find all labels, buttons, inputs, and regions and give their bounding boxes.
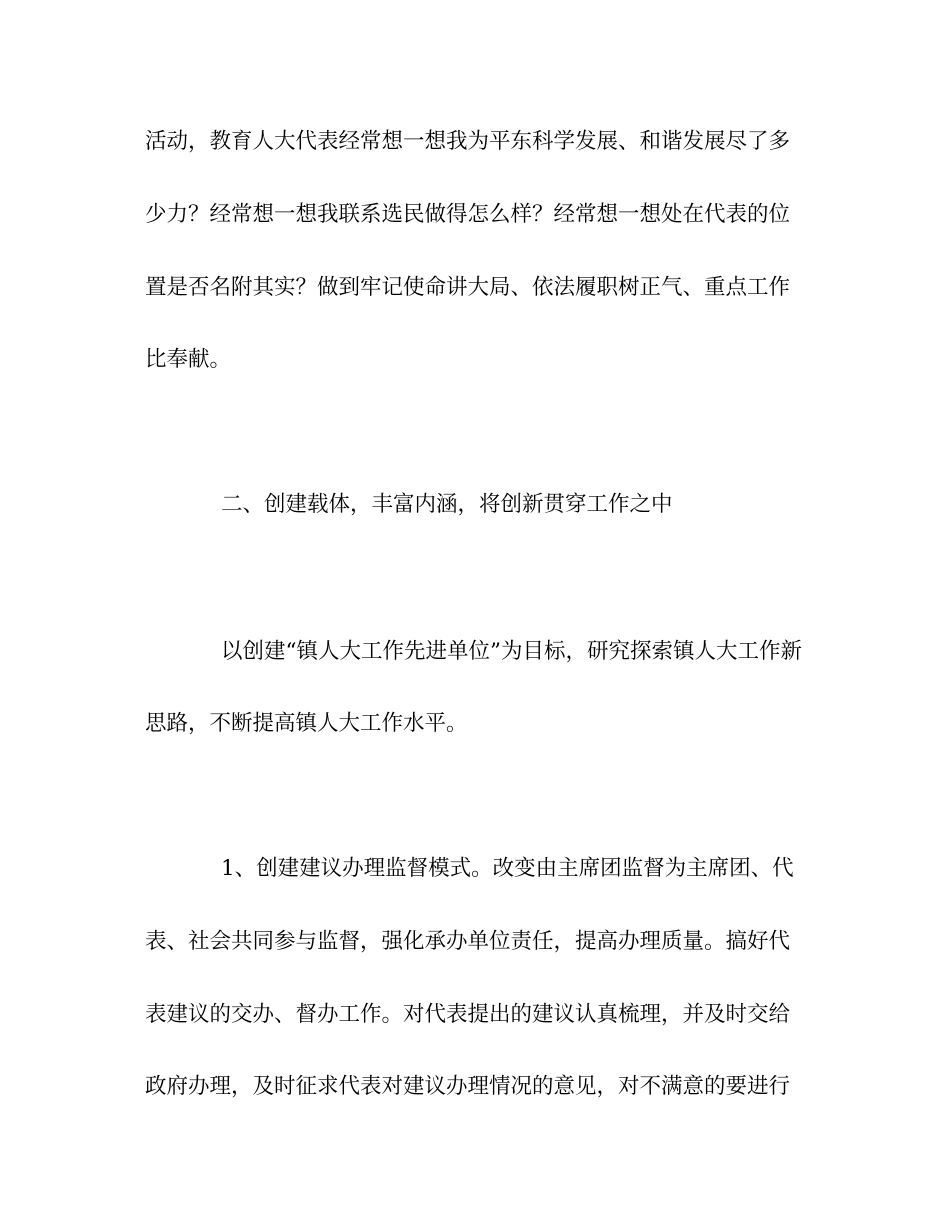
paragraph-2-line-1: 以创建“镇人大工作先进单位”为目标，研究探索镇人大工作新 <box>221 639 802 664</box>
paragraph-1-line-2: 少力？经常想一想我联系选民做得怎么样？经常想一想处在代表的位 <box>145 202 791 227</box>
paragraph-3-line-4: 政府办理，及时征求代表对建议办理情况的意见，对不满意的要进行 <box>145 1074 791 1099</box>
paragraph-3-line-1: 1、创建建议办理监督模式。改变由主席团监督为主席团、代 <box>221 856 794 881</box>
section-heading-2: 二、创建载体，丰富内涵，将创新贯穿工作之中 <box>221 492 673 517</box>
paragraph-1-line-3: 置是否名附其实？做到牢记使命讲大局、依法履职树正气、重点工作 <box>145 275 791 300</box>
paragraph-2-line-2: 思路，不断提高镇人大工作水平。 <box>145 711 468 736</box>
paragraph-3-line-2: 表、社会共同参与监督，强化承办单位责任，提高办理质量。搞好代 <box>145 929 791 954</box>
paragraph-1-line-4: 比奉献。 <box>145 347 232 372</box>
paragraph-1-line-1: 活动，教育人大代表经常想一想我为平东科学发展、和谐发展尽了多 <box>145 129 791 154</box>
paragraph-3-line-3: 表建议的交办、督办工作。对代表提出的建议认真梳理，并及时交给 <box>145 1002 791 1027</box>
